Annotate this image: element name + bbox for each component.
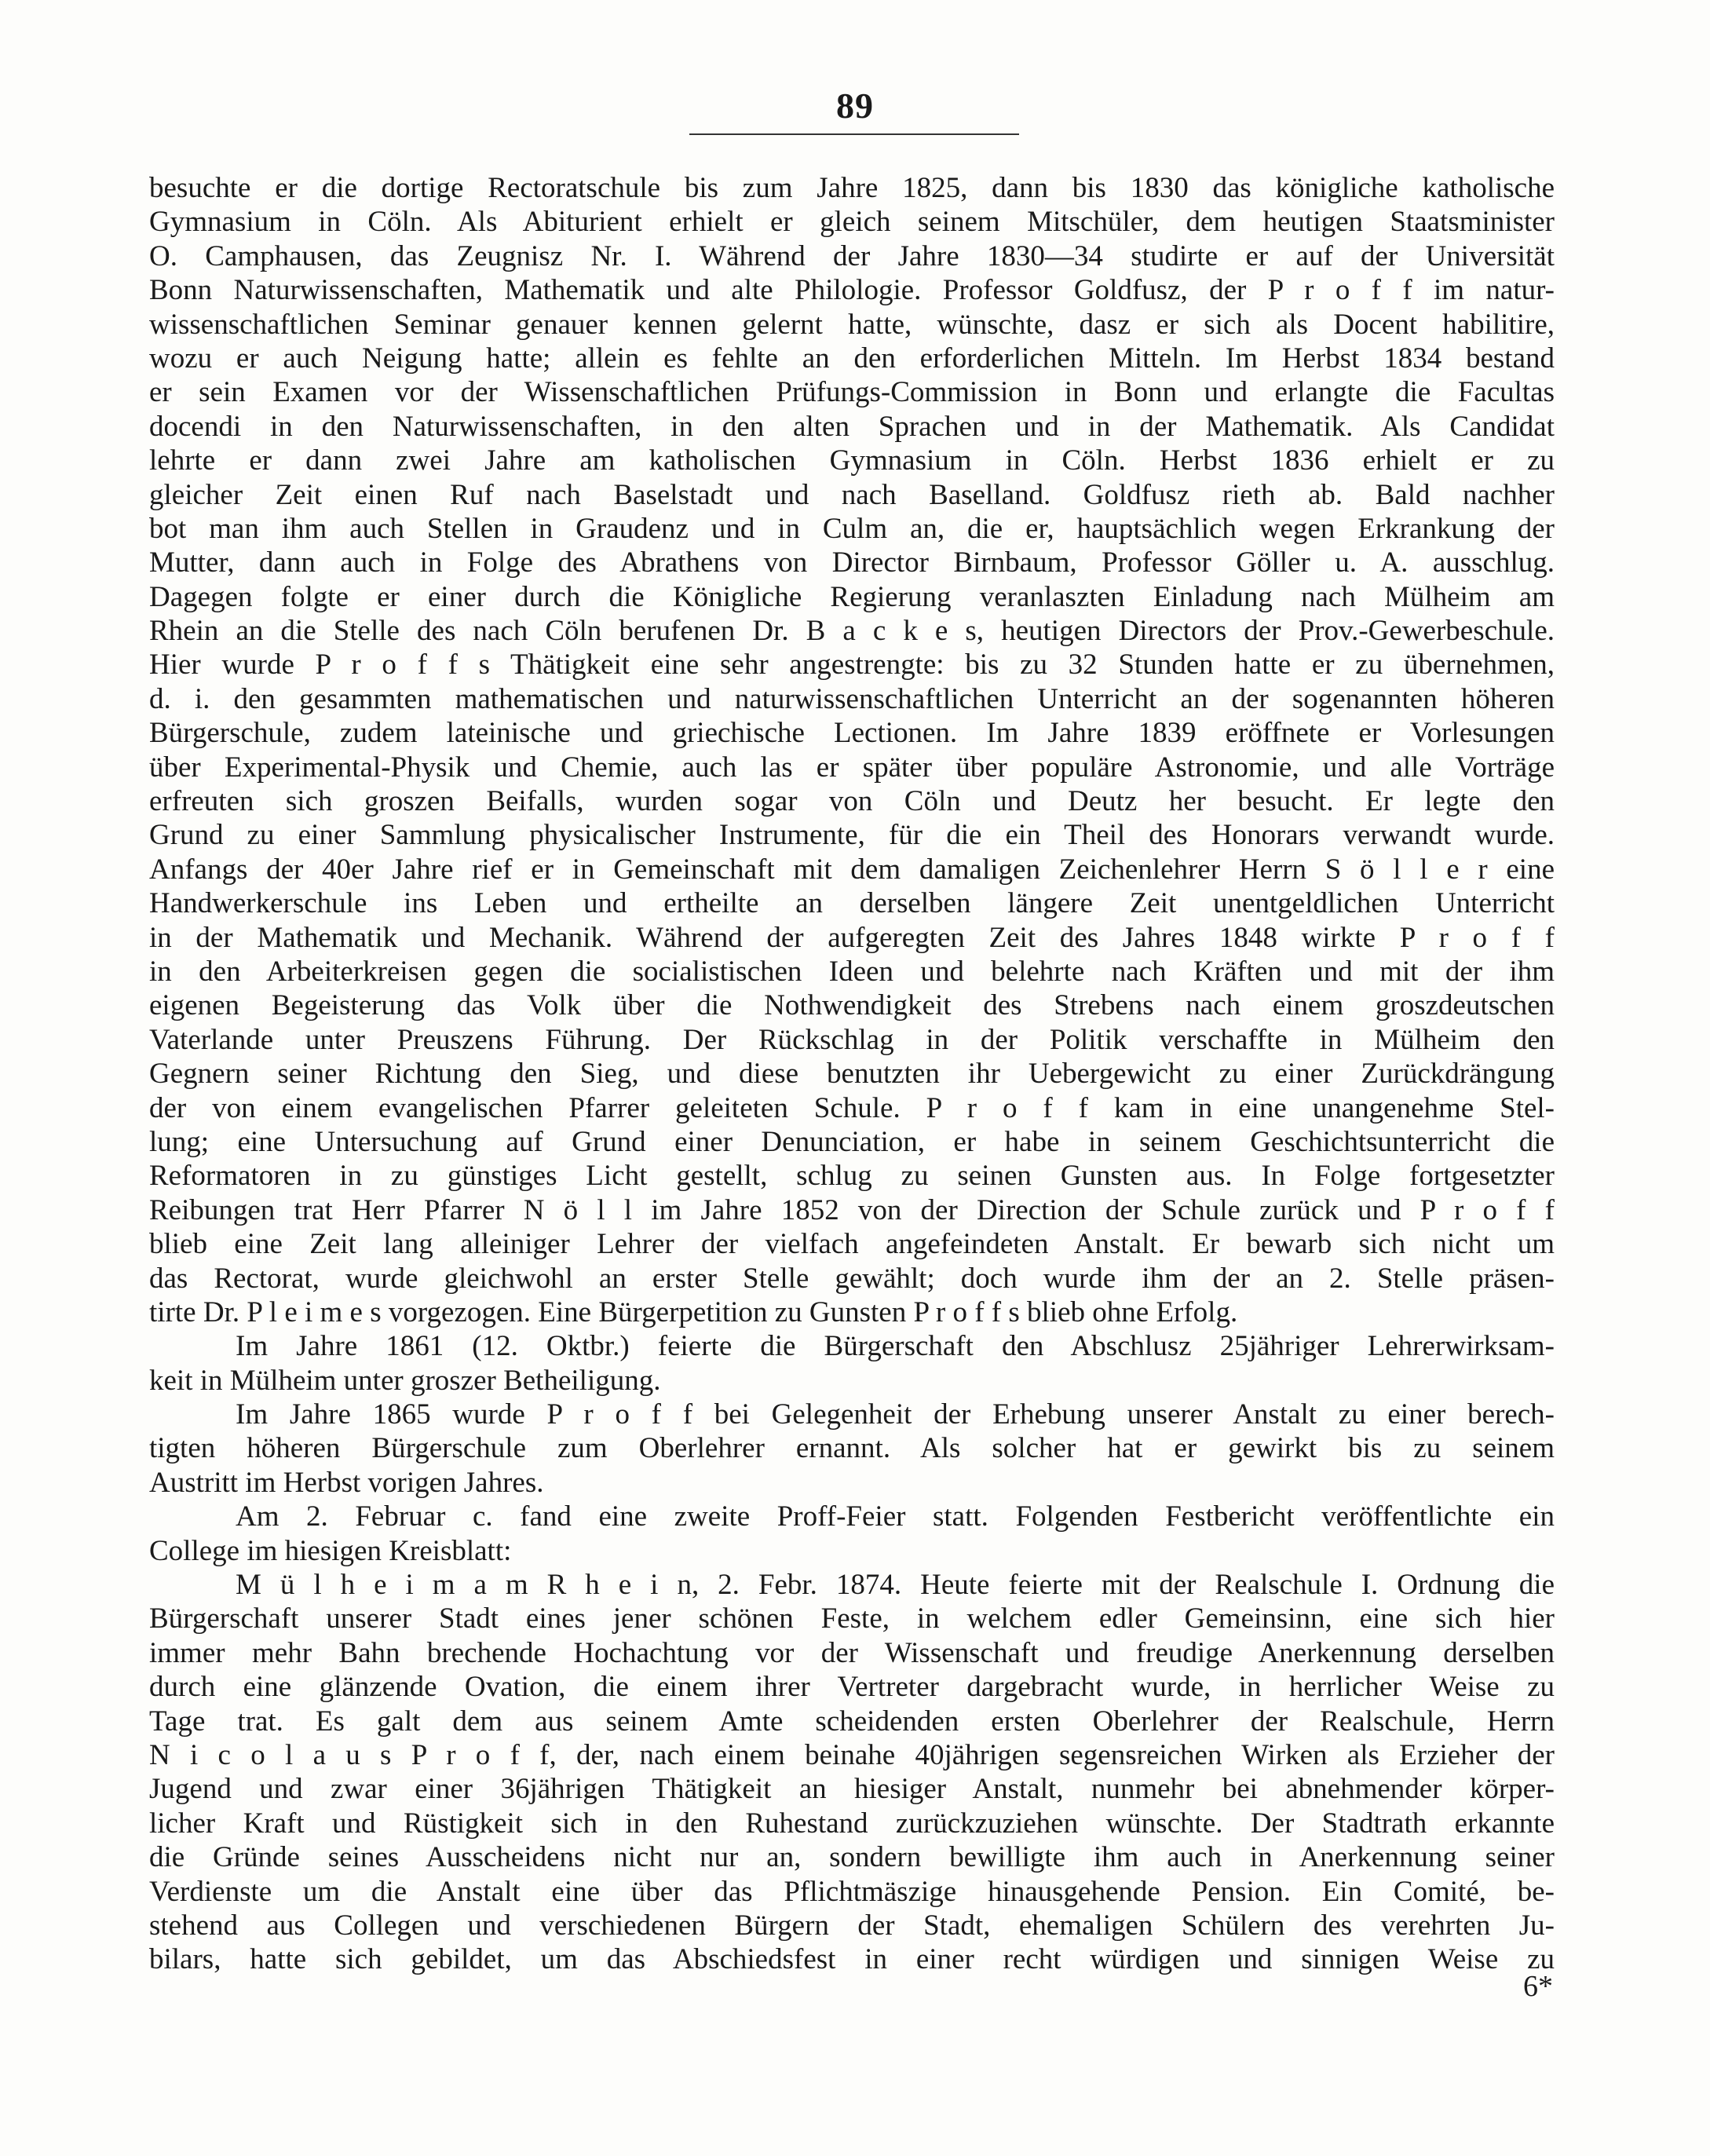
text-line: lung; eine Untersuchung auf Grund einer Denunciation, er habe in seinem Geschichtsunterricht die: [149, 1125, 1555, 1158]
text-line: bot man ihm auch Stellen in Graudenz und in Culm an, die er, hauptsächlich wegen Erkrankung der: [149, 512, 1555, 545]
text-line: Dagegen folgte er einer durch die Königliche Regierung veranlaszten Einladung nach Mülheim am: [149, 580, 1555, 613]
text-line: über Experimental-Physik und Chemie, auch las er später über populäre Astronomie, und alle Vorträge: [149, 751, 1555, 784]
text-line: Anfangs der 40er Jahre rief er in Gemeinschaft mit dem damaligen Zeichenlehrer Herrn S ö l l e r eine: [149, 853, 1555, 886]
text-line: das Rectorat, wurde gleichwohl an erster Stelle gewählt; doch wurde ihm der an 2. Stelle präsen-: [149, 1262, 1555, 1295]
text-line: Vaterlande unter Preuszens Führung. Der Rückschlag in der Politik verschaffte in Mülheim den: [149, 1023, 1555, 1056]
header-rule: [689, 133, 1019, 135]
text-line: M ü l h e i m a m R h e i n, 2. Febr. 1874. Heute feierte mit der Realschule I. Ordnung die: [236, 1569, 1555, 1602]
text-line: O. Camphausen, das Zeugnisz Nr. I. Während der Jahre 1830—34 studirte er auf der Universität: [149, 239, 1555, 272]
text-line: N i c o l a u s P r o f f, der, nach einem beinahe 40jährigen segensreichen Wirken als Erzieher der: [149, 1738, 1555, 1771]
text-line: Austritt im Herbst vorigen Jahres.: [149, 1466, 544, 1499]
text-line: blieb eine Zeit lang alleiniger Lehrer der vielfach angefeindeten Anstalt. Er bewarb sich nicht um: [149, 1228, 1555, 1261]
text-line: Bürgerschaft unserer Stadt eines jener schönen Feste, in welchem edler Gemeinsinn, eine sich hier: [149, 1602, 1555, 1635]
text-line: besuchte er die dortige Rectoratschule bis zum Jahre 1825, dann bis 1830 das königliche katholische: [149, 172, 1555, 204]
text-line: Im Jahre 1861 (12. Oktbr.) feierte die Bürgerschaft den Abschlusz 25jähriger Lehrerwirksam-: [236, 1330, 1555, 1363]
text-line: Im Jahre 1865 wurde P r o f f bei Gelegenheit der Erhebung unserer Anstalt zu einer berech-: [236, 1398, 1555, 1431]
text-line: gleicher Zeit einen Ruf nach Baselstadt und nach Baselland. Goldfusz rieth ab. Bald nachher: [149, 478, 1555, 511]
text-line: keit in Mülheim unter groszer Betheiligung.: [149, 1364, 661, 1397]
text-line: Jugend und zwar einer 36jährigen Thätigkeit an hiesiger Anstalt, nunmehr bei abnehmender körper-: [149, 1773, 1555, 1806]
text-line: er sein Examen vor der Wissenschaftlichen Prüfungs-Commission in Bonn und erlangte die Facultas: [149, 376, 1555, 409]
text-line: docendi in den Naturwissenschaften, in den alten Sprachen und in der Mathematik. Als Candidat: [149, 410, 1555, 443]
text-line: Am 2. Februar c. fand eine zweite Proff-Feier statt. Folgenden Festbericht veröffentlichte ein: [236, 1500, 1555, 1533]
text-line: licher Kraft und Rüstigkeit sich in den Ruhestand zurückzuziehen wünschte. Der Stadtrath erkannte: [149, 1807, 1555, 1840]
text-line: Reformatoren in zu günstiges Licht gestellt, schlug zu seinen Gunsten aus. In Folge fortgesetzter: [149, 1160, 1555, 1193]
text-line: Bonn Naturwissenschaften, Mathematik und alte Philologie. Professor Goldfusz, der P r o f f im natur-: [149, 274, 1555, 307]
text-line: wissenschaftlichen Seminar genauer kennen gelernt hatte, wünschte, dasz er sich als Docent habilitire,: [149, 308, 1555, 341]
text-line: Gegnern seiner Richtung den Sieg, und diese benutzten ihr Uebergewicht zu einer Zurückdrängung: [149, 1058, 1555, 1091]
text-line: Mutter, dann auch in Folge des Abrathens von Director Birnbaum, Professor Göller u. A. ausschlug.: [149, 546, 1555, 579]
text-line: in der Mathematik und Mechanik. Während der aufgeregten Zeit des Jahres 1848 wirkte P r o f f: [149, 921, 1555, 954]
text-line: wozu er auch Neigung hatte; allein es fehlte an den erforderlichen Mitteln. Im Herbst 1834 bestand: [149, 342, 1555, 375]
text-line: eigenen Begeisterung das Volk über die Nothwendigkeit des Strebens nach einem groszdeutschen: [149, 989, 1555, 1022]
text-line: Verdienste um die Anstalt eine über das Pflichtmäszige hinausgehende Pension. Ein Comité, be-: [149, 1875, 1555, 1908]
text-line: Bürgerschule, zudem lateinische und griechische Lectionen. Im Jahre 1839 eröffnete er Vorlesungen: [149, 717, 1555, 750]
text-line: Grund zu einer Sammlung physicalischer Instrumente, für die ein Theil des Honorars verwandt wurde.: [149, 819, 1555, 852]
text-line: Handwerkerschule ins Leben und ertheilte an derselben längere Zeit unentgeldlichen Unterricht: [149, 887, 1555, 920]
signature-mark: 6*: [1523, 1970, 1553, 2003]
text-line: Tage trat. Es galt dem aus seinem Amte scheidenden ersten Oberlehrer der Realschule, Herrn: [149, 1705, 1555, 1738]
text-line: lehrte er dann zwei Jahre am katholischen Gymnasium in Cöln. Herbst 1836 erhielt er zu: [149, 444, 1555, 477]
text-line: tirte Dr. P l e i m e s vorgezogen. Eine Bürgerpetition zu Gunsten P r o f f s blieb ohne Erfolg.: [149, 1295, 1238, 1328]
text-line: erfreuten sich groszen Beifalls, wurden sogar von Cöln und Deutz her besucht. Er legte den: [149, 785, 1555, 818]
text-line: stehend aus Collegen und verschiedenen Bürgern der Stadt, ehemaligen Schülern des verehrten Ju-: [149, 1909, 1555, 1942]
text-line: in den Arbeiterkreisen gegen die socialistischen Ideen und belehrte nach Kräften und mit der ihm: [149, 955, 1555, 988]
body-text: [149, 171, 1555, 1977]
text-line: bilars, hatte sich gebildet, um das Abschiedsfest in einer recht würdigen und sinnigen Weise zu: [149, 1943, 1555, 1976]
text-line: durch eine glänzende Ovation, die einem ihrer Vertreter dargebracht wurde, in herrlicher Weise zu: [149, 1671, 1555, 1704]
text-line: d. i. den gesammten mathematischen und naturwissenschaftlichen Unterricht an der sogenannten höheren: [149, 682, 1555, 715]
text-line: College im hiesigen Kreisblatt:: [149, 1534, 512, 1567]
text-line: tigten höheren Bürgerschule zum Oberlehrer ernannt. Als solcher hat er gewirkt bis zu seinem: [149, 1432, 1555, 1465]
text-line: der von einem evangelischen Pfarrer geleiteten Schule. P r o f f kam in eine unangenehme Stel-: [149, 1091, 1555, 1124]
text-line: Reibungen trat Herr Pfarrer N ö l l im Jahre 1852 von der Direction der Schule zurück und P r o f f: [149, 1193, 1555, 1226]
text-line: Rhein an die Stelle des nach Cöln berufenen Dr. B a c k e s, heutigen Directors der Prov.-Gewerbeschule.: [149, 615, 1555, 648]
text-line: die Gründe seines Ausscheidens nicht nur an, sondern bewilligte ihm auch in Anerkennung seiner: [149, 1841, 1555, 1874]
text-line: Gymnasium in Cöln. Als Abiturient erhielt er gleich seinem Mitschüler, dem heutigen Staatsminister: [149, 206, 1555, 239]
page-number: 89: [836, 86, 874, 126]
text-line: Hier wurde P r o f f s Thätigkeit eine sehr angestrengte: bis zu 32 Stunden hatte er zu übernehmen,: [149, 649, 1555, 682]
text-line: immer mehr Bahn brechende Hochachtung vor der Wissenschaft und freudige Anerkennung derselben: [149, 1636, 1555, 1669]
